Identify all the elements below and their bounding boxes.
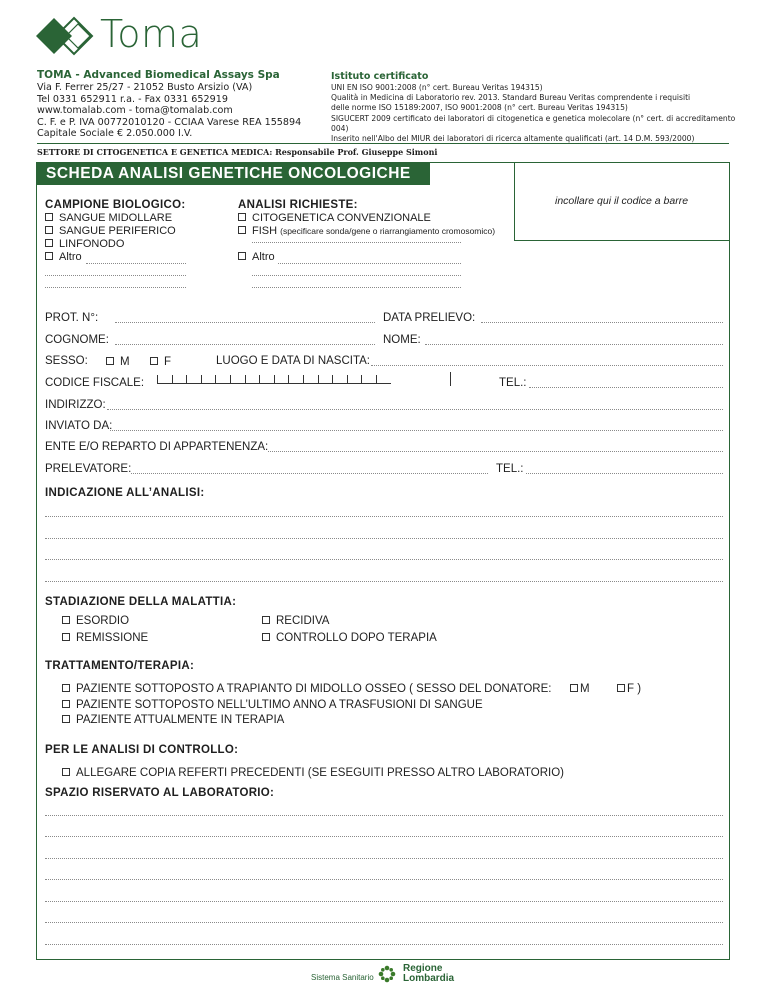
prelevatore-field[interactable] (131, 473, 488, 474)
checkbox[interactable] (238, 252, 246, 260)
cert-line: Qualità in Medicina di Laboratorio rev. 2013. Standard Bureau Veritas comprendente i requisiti (331, 93, 691, 103)
address-line: Capitale Sociale € 2.050.000 I.V. (37, 128, 193, 139)
sesso-label: SESSO: (45, 355, 88, 367)
certification-info (331, 70, 741, 144)
cert-line: SIGUCERT 2009 certificato dei laboratori di citogenetica e genetica molecolare (n° cert. di accreditamento 004) (331, 113, 736, 133)
checkbox[interactable] (62, 684, 70, 692)
checkbox[interactable] (106, 357, 114, 365)
footer-logo (311, 963, 471, 987)
remissione-option[interactable]: REMISSIONE (62, 632, 148, 644)
brand-name: Toma (100, 12, 203, 56)
checkbox[interactable] (62, 768, 70, 776)
lombardia-label: Lombardia (403, 973, 455, 984)
stadiazione-heading: STADIAZIONE DELLA MALATTIA: (45, 596, 237, 608)
checkbox[interactable] (150, 357, 158, 365)
sample-option[interactable]: Altro (45, 251, 82, 263)
checkbox[interactable] (262, 633, 270, 641)
ente-label: ENTE E/O REPARTO DI APPARTENENZA: (45, 441, 269, 453)
checkbox[interactable] (617, 684, 625, 692)
checkbox[interactable] (45, 226, 53, 234)
esordio-option[interactable]: ESORDIO (62, 615, 129, 627)
indicazione-heading: INDICAZIONE ALL’ANALISI: (45, 487, 205, 499)
certification-title: Istituto certificato (331, 71, 429, 82)
tel2-label: TEL.: (496, 463, 524, 475)
address-line: Via F. Ferrer 25/27 - 21052 Busto Arsizio (VA) (37, 82, 253, 93)
tel2-field[interactable] (526, 473, 723, 474)
indirizzo-field[interactable] (107, 409, 723, 410)
indicazione-line[interactable] (45, 581, 723, 582)
analysis-option[interactable]: CITOGENETICA CONVENZIONALE (238, 212, 431, 224)
sample-heading: CAMPIONE BIOLOGICO: (45, 199, 186, 211)
checkbox[interactable] (62, 715, 70, 723)
toma-logo (36, 14, 236, 58)
cf-end-mark (450, 372, 451, 386)
sistema-sanitario: Sistema Sanitario (311, 973, 374, 982)
riservato-line (45, 944, 723, 945)
trasfusioni-option[interactable]: PAZIENTE SOTTOPOSTO NELL’ULTIMO ANNO A TRASFUSIONI DI SANGUE (62, 699, 483, 711)
prelevatore-label: PRELEVATORE: (45, 463, 132, 475)
prot-field[interactable] (115, 322, 375, 323)
inviato-field[interactable] (110, 430, 723, 431)
analyses-heading: ANALISI RICHIESTE: (238, 199, 358, 211)
analysis-option[interactable]: Altro (238, 251, 275, 263)
data-prelievo-label: DATA PRELIEVO: (383, 312, 476, 324)
sample-other-line[interactable] (45, 287, 186, 288)
sample-option[interactable]: LINFONODO (45, 238, 124, 250)
indicazione-line[interactable] (45, 516, 723, 517)
analysis-option[interactable]: FISH (specificare sonda/gene o riarrangiamento cromosomico) (238, 225, 495, 237)
sector-line: SETTORE DI CITOGENETICA E GENETICA MEDICA: Responsabile Prof. Giuseppe Simoni (37, 147, 438, 157)
data-prelievo-field[interactable] (481, 322, 723, 323)
riservato-line (45, 858, 723, 859)
tel-field[interactable] (529, 387, 723, 388)
header-divider (37, 143, 729, 144)
cert-line: UNI EN ISO 9001:2008 (n° cert. Bureau Veritas 194315) (331, 83, 543, 92)
sample-other-line[interactable] (86, 263, 186, 264)
riservato-heading: SPAZIO RISERVATO AL LABORATORIO: (45, 787, 275, 799)
luogo-field[interactable] (371, 365, 723, 366)
checkbox[interactable] (570, 684, 578, 692)
barcode-area (514, 162, 730, 241)
sesso-m[interactable]: M (106, 356, 130, 368)
indicazione-line[interactable] (45, 559, 723, 560)
regione-label: Regione (403, 963, 443, 974)
company-name: TOMA - Advanced Biomedical Assays Spa (37, 69, 280, 81)
indicazione-line[interactable] (45, 538, 723, 539)
checkbox[interactable] (262, 616, 270, 624)
tel-label: TEL.: (499, 377, 527, 389)
analysis-other-line[interactable] (252, 275, 461, 276)
inviato-label: INVIATO DA: (45, 420, 113, 432)
referti-option[interactable]: ALLEGARE COPIA REFERTI PRECEDENTI (SE ESEGUITI PRESSO ALTRO LABORATORIO) (62, 767, 564, 779)
toma-diamond-icon (36, 16, 98, 56)
indirizzo-label: INDIRIZZO: (45, 399, 106, 411)
regione-lombardia-icon (376, 963, 398, 985)
checkbox[interactable] (45, 239, 53, 247)
donatore-m[interactable]: M (570, 683, 590, 695)
controllo-heading: PER LE ANALISI DI CONTROLLO: (45, 744, 239, 756)
codice-fiscale-cells[interactable] (157, 375, 391, 386)
checkbox[interactable] (62, 633, 70, 641)
checkbox[interactable] (238, 213, 246, 221)
sesso-f[interactable]: F (150, 356, 171, 368)
cognome-field[interactable] (115, 344, 375, 345)
address-line: C. F. e P. IVA 00772010120 - CCIAA Varese REA 155894 (37, 116, 302, 128)
cert-line: Inserito nell'Albo del MIUR dei laboratori di ricerca altamente qualificati (art. 14 D.M. 593/2000) (331, 134, 695, 144)
nome-label: NOME: (383, 334, 421, 346)
riservato-line (45, 901, 723, 902)
prot-label: PROT. N°: (45, 312, 99, 324)
address-line: Tel 0331 652911 r.a. - Fax 0331 652919 (37, 93, 228, 105)
checkbox[interactable] (45, 213, 53, 221)
riservato-line (45, 879, 723, 880)
riservato-line (45, 815, 723, 816)
controllo-terapia-option[interactable]: CONTROLLO DOPO TERAPIA (262, 632, 437, 644)
cf-label: CODICE FISCALE: (45, 377, 145, 389)
riservato-line (45, 836, 723, 837)
checkbox[interactable] (45, 252, 53, 260)
checkbox[interactable] (62, 616, 70, 624)
cognome-label: COGNOME: (45, 334, 109, 346)
analysis-other-line[interactable] (252, 287, 461, 288)
fish-line[interactable] (252, 242, 461, 243)
form-frame (36, 162, 730, 960)
sample-other-line[interactable] (45, 275, 186, 276)
company-info (37, 69, 301, 140)
ente-field[interactable] (268, 451, 723, 452)
nome-field[interactable] (425, 344, 723, 345)
trattamento-heading: TRATTAMENTO/TERAPIA: (45, 660, 195, 672)
cert-line: delle norme ISO 15189:2007, ISO 9001:2008 (n° cert. Bureau Veritas 194315) (331, 103, 628, 113)
trapianto-option[interactable]: PAZIENTE SOTTOPOSTO A TRAPIANTO DI MIDOLLO OSSEO ( SESSO DEL DONATORE: (62, 683, 551, 695)
checkbox[interactable] (238, 226, 246, 234)
address-line: www.tomalab.com - toma@tomalab.com (37, 105, 233, 116)
recidiva-option[interactable]: RECIDIVA (262, 615, 329, 627)
analysis-other-line[interactable] (278, 263, 461, 264)
form-title (36, 162, 430, 185)
riservato-line (45, 922, 723, 923)
checkbox[interactable] (62, 700, 70, 708)
in-terapia-option[interactable]: PAZIENTE ATTUALMENTE IN TERAPIA (62, 714, 284, 726)
donatore-f[interactable]: F ) (617, 683, 641, 695)
luogo-label: LUOGO E DATA DI NASCITA: (216, 355, 370, 367)
barcode-note: incollare qui il codice a barre (555, 195, 689, 207)
sample-option[interactable]: SANGUE MIDOLLARE (45, 212, 172, 224)
form-title-text: SCHEDA ANALISI GENETICHE ONCOLOGICHE (46, 165, 411, 182)
sample-option[interactable]: SANGUE PERIFERICO (45, 225, 176, 237)
